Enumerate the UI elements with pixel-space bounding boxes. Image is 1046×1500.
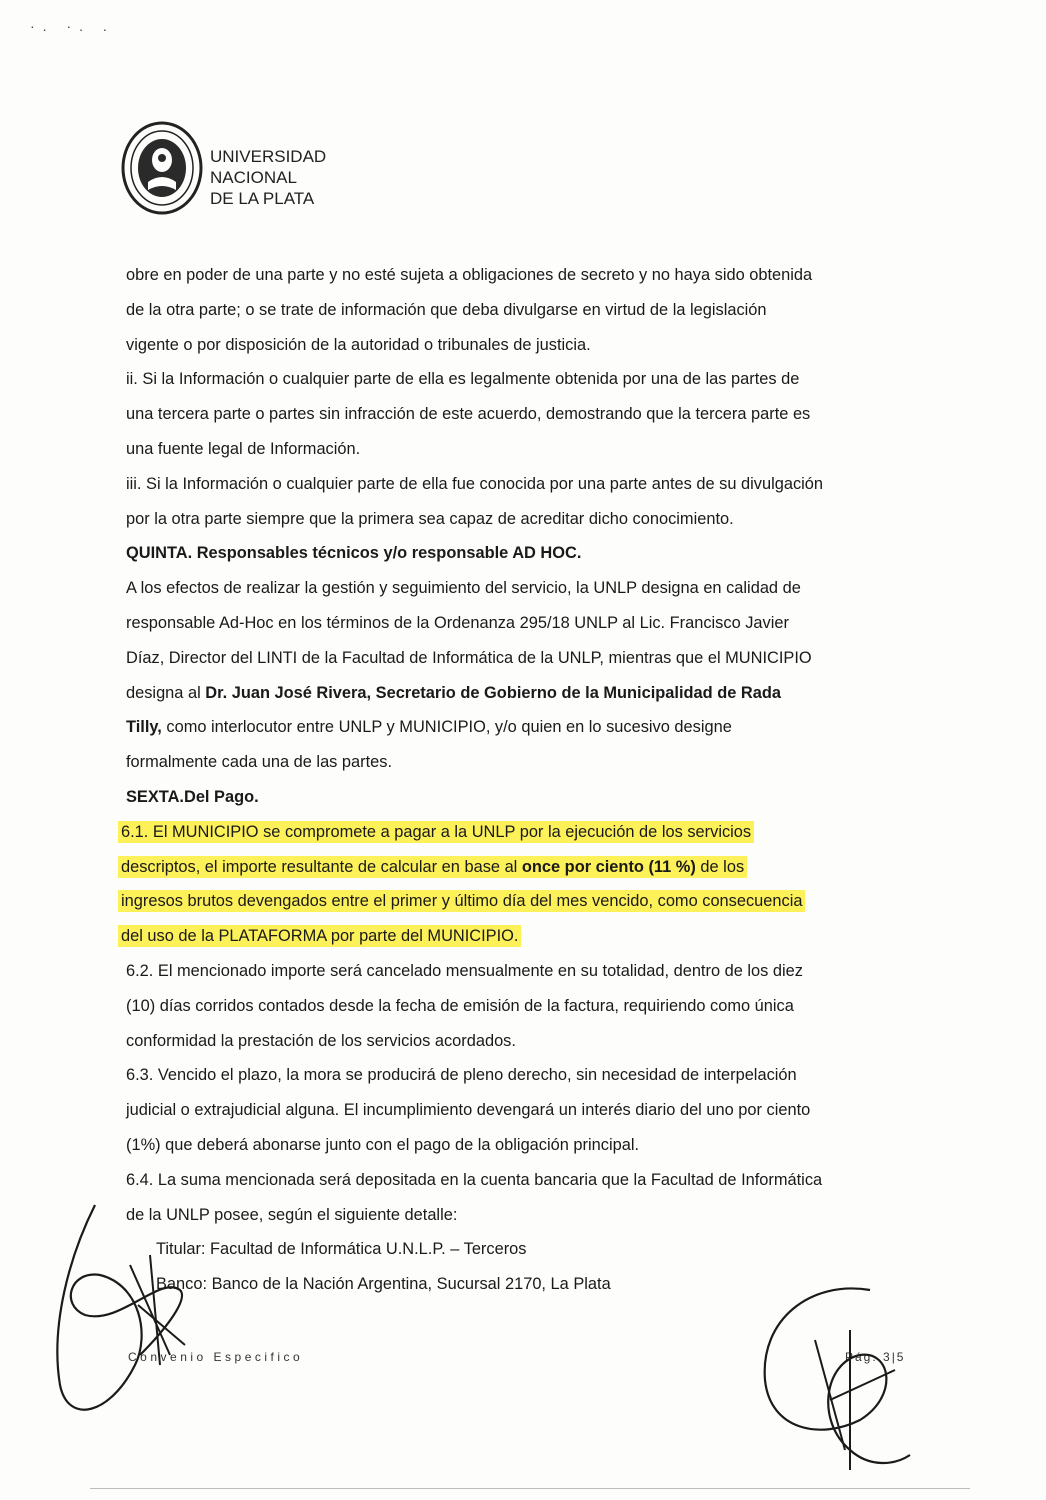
logo-line-1: UNIVERSIDAD [210,147,327,166]
highlighted-line [121,815,926,850]
text-line: por la otra parte siempre que la primera sea capaz de acreditar dicho conocimiento. [126,509,734,528]
text-line: A los efectos de realizar la gestión y seguimiento del servicio, la UNLP designa en calidad de [126,579,801,598]
text-line: 6.3. Vencido el plazo, la mora se producirá de pleno derecho, sin necesidad de interpelación [126,1066,797,1085]
text-line: responsable Ad-Hoc en los términos de la Ordenanza 295/18 UNLP al Lic. Francisco Javier [126,613,789,632]
account-holder: Titular: Facultad de Informática U.N.L.P. – Terceros [156,1240,527,1259]
highlight-span: ingresos brutos devengados entre el primer y último día del mes vencido, como consecuencia [118,890,805,912]
text-line: 6.2. El mencionado importe será cancelado mensualmente en su totalidad, dentro de los diez [126,961,803,980]
text-line [126,676,926,711]
text-span: descriptos, el importe resultante de calcular en base al [121,857,522,876]
scan-edge-line [90,1488,970,1489]
text-line: de la UNLP posee, según el siguiente detalle: [126,1205,458,1224]
footer-document-label: Convenio Especifico [128,1350,304,1364]
university-name [210,146,326,209]
text-span: como interlocutor entre UNLP y MUNICIPIO, y/o quien en lo sucesivo designe [161,718,732,737]
document-body [121,258,926,1302]
text-line: iii. Si la Información o cualquier parte de ella fue conocida por una parte antes de su divulgación [126,474,824,493]
text-line: obre en poder de una parte y no esté sujeta a obligaciones de secreto y no haya sido obtenida [126,266,813,284]
text-span: designa al [126,683,206,702]
appointee-name: Dr. Juan José Rivera, Secretario de Gobierno de la Municipalidad de Rada [205,683,781,702]
text-line: de la otra parte; o se trate de información que deba divulgarse en virtud de la legislación [126,300,767,319]
highlight-span [118,856,747,878]
highlighted-line [121,850,926,885]
fee-percentage: once por ciento (11 %) [521,857,696,876]
text-line: (10) días corridos contados desde la fecha de emisión de la factura, requiriendo como única [126,996,794,1015]
footer-page-number: Pág. 3|5 [845,1350,906,1364]
text-line: judicial o extrajudicial alguna. El incumplimiento devengará un interés diario del uno por ciento [126,1101,811,1120]
text-line: conformidad la prestación de los servicios acordados. [126,1031,516,1050]
text-line: formalmente cada una de las partes. [126,753,393,772]
university-seal-icon [120,120,204,216]
text-line: una fuente legal de Información. [126,439,361,458]
scan-specks: ·. ·. . [30,18,115,34]
highlighted-line [121,919,926,954]
appointee-name-end: Tilly, [126,718,162,737]
text-span: de los [695,857,745,876]
section-heading-sexta: SEXTA.Del Pago. [126,787,259,806]
text-line: una tercera parte o partes sin infracción de este acuerdo, demostrando que la tercera parte es [126,405,811,424]
section-heading-quinta: QUINTA. Responsables técnicos y/o responsable AD HOC. [126,544,582,563]
text-line: 6.4. La suma mencionada será depositada en la cuenta bancaria que la Facultad de Informática [126,1170,823,1189]
logo-line-3: DE LA PLATA [210,189,315,208]
highlight-span: 6.1. El MUNICIPIO se compromete a pagar a la UNLP por la ejecución de los servicios [118,821,754,843]
text-line: ii. Si la Información o cualquier parte de ella es legalmente obtenida por una de las partes de [126,370,800,389]
highlight-span: del uso de la PLATAFORMA por parte del MUNICIPIO. [118,925,521,947]
text-line: Díaz, Director del LINTI de la Facultad de Informática de la UNLP, mientras que el MUNICIPIO [126,648,812,667]
logo-line-2: NACIONAL [210,168,297,187]
highlighted-line [121,884,926,919]
text-line: vigente o por disposición de la autoridad o tribunales de justicia. [126,335,591,354]
bank-details: Banco: Banco de la Nación Argentina, Sucursal 2170, La Plata [156,1275,611,1294]
text-line [126,710,926,745]
text-line: (1%) que deberá abonarse junto con el pago de la obligación principal. [126,1135,640,1154]
